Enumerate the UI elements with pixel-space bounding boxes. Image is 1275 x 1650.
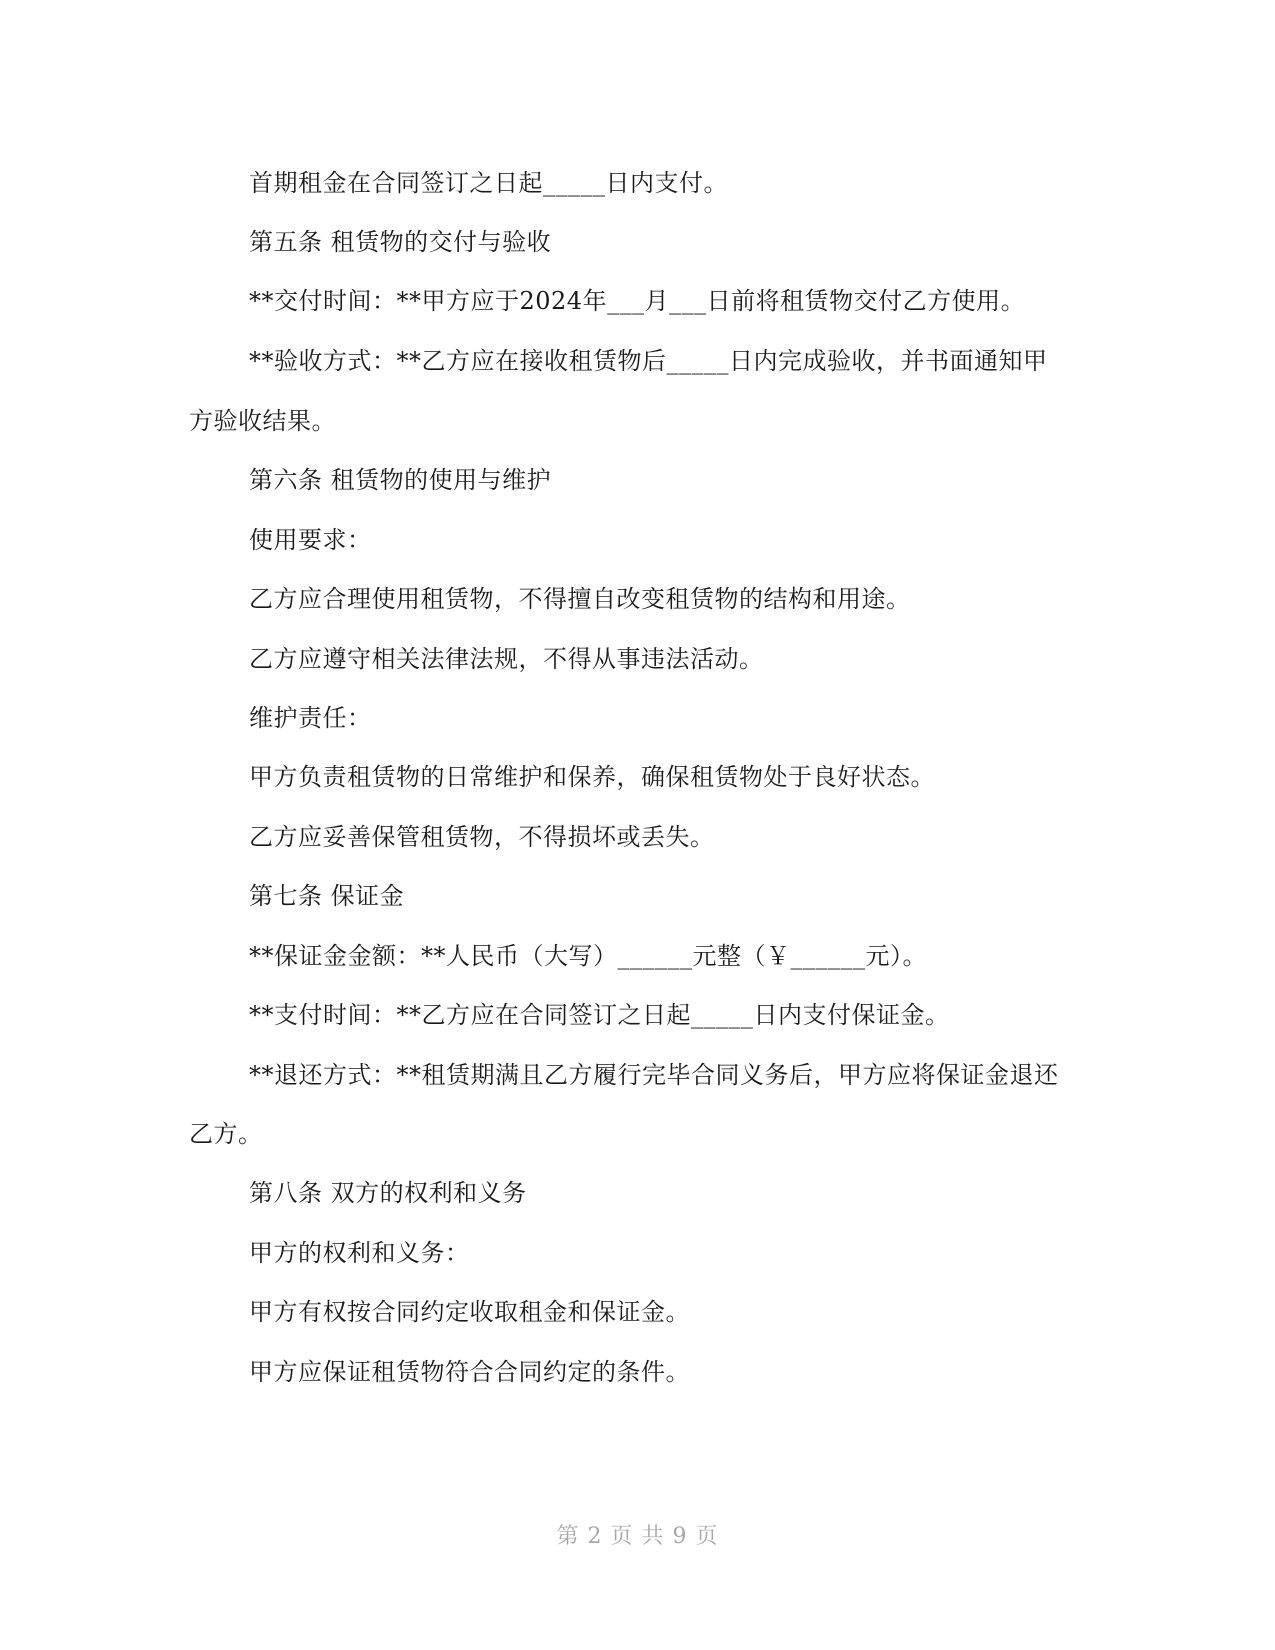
subheading: 甲方的权利和义务： [249, 1239, 470, 1267]
page-current-number: 2 [587, 1524, 603, 1549]
page-label-prefix: 第 [556, 1524, 580, 1549]
paragraph-line: 乙方应合理使用租赁物，不得擅自改变租赁物的结构和用途。 [249, 585, 911, 613]
paragraph-line-continued: 方验收结果。 [189, 407, 336, 435]
paragraph-line: **交付时间：**甲方应于2024年___月___日前将租赁物交付乙方使用。 [249, 287, 1026, 315]
paragraph-line: 甲方负责租赁物的日常维护和保养，确保租赁物处于良好状态。 [249, 763, 935, 791]
subheading: 使用要求： [249, 526, 372, 554]
paragraph-line: 甲方有权按合同约定收取租金和保证金。 [249, 1298, 690, 1326]
page-total-number: 9 [672, 1524, 688, 1549]
paragraph-line: **保证金金额：**人民币（大写）______元整（￥______元）。 [249, 942, 927, 970]
section-heading: 第八条 双方的权利和义务 [249, 1179, 527, 1207]
subheading: 维护责任： [249, 704, 372, 732]
paragraph-line: 乙方应妥善保管租赁物，不得损坏或丢失。 [249, 823, 715, 851]
paragraph-line: **支付时间：**乙方应在合同签订之日起_____日内支付保证金。 [249, 1001, 950, 1029]
paragraph-line: 首期租金在合同签订之日起_____日内支付。 [249, 169, 728, 197]
paragraph-line: **退还方式：**租赁期满且乙方履行完毕合同义务后，甲方应将保证金退还 [249, 1061, 1059, 1089]
section-heading: 第五条 租赁物的交付与验收 [249, 228, 552, 256]
paragraph-line-continued: 乙方。 [189, 1120, 263, 1148]
paragraph-line: **验收方式：**乙方应在接收租赁物后_____日内完成验收，并书面通知甲 [249, 347, 1048, 375]
page-label-middle: 页 共 [610, 1524, 665, 1549]
page-label-suffix: 页 [695, 1524, 719, 1549]
section-heading: 第七条 保证金 [249, 882, 405, 910]
section-heading: 第六条 租赁物的使用与维护 [249, 466, 552, 494]
paragraph-line: 乙方应遵守相关法律法规，不得从事违法活动。 [249, 645, 764, 673]
paragraph-line: 甲方应保证租赁物符合合同约定的条件。 [249, 1358, 690, 1386]
page-footer [0, 1522, 1275, 1552]
